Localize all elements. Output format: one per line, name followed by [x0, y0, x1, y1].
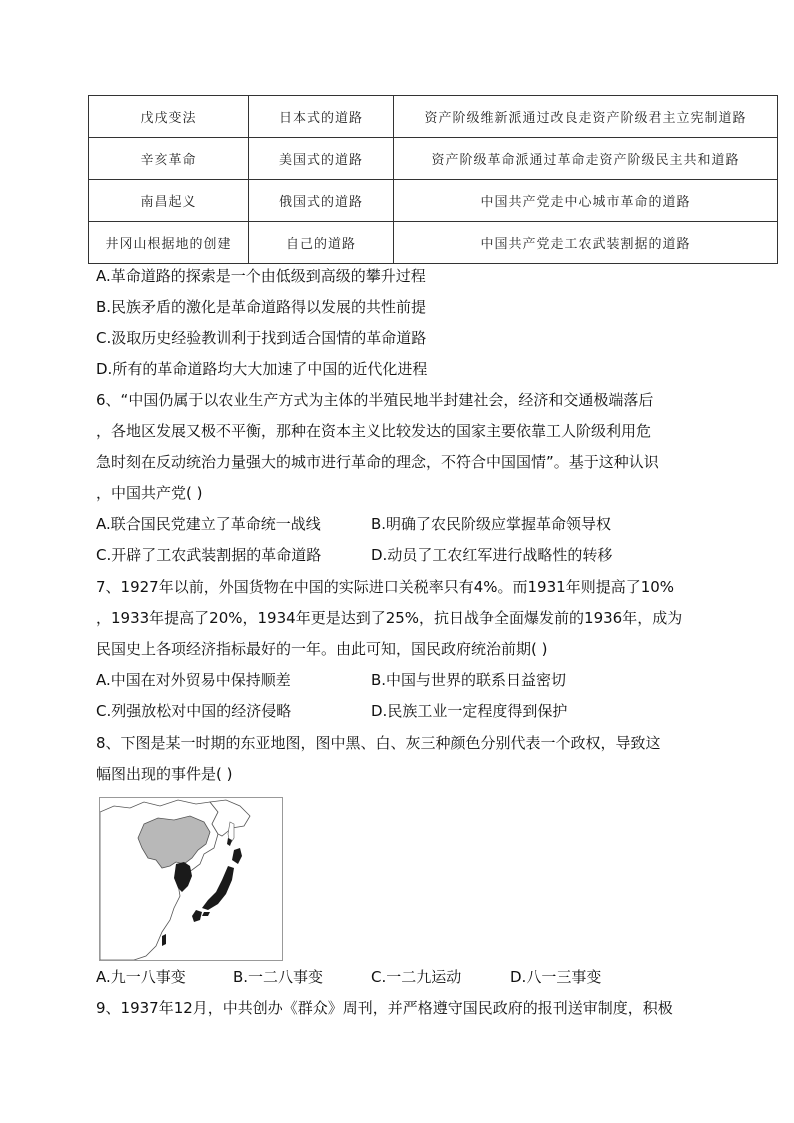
- q8-option-d: D.八一三事变: [510, 968, 602, 986]
- table-cell: 辛亥革命: [89, 138, 249, 180]
- table-row: [89, 180, 778, 222]
- table-cell: 南昌起义: [89, 180, 249, 222]
- taiwan-black-region: [162, 934, 166, 946]
- q5-option-d: D.所有的革命道路均大大加速了中国的近代化进程: [96, 360, 428, 378]
- revolution-roads-table: [88, 95, 778, 264]
- q6-option-c: C.开辟了工农武装割据的革命道路: [96, 546, 322, 564]
- q7-stem-line: 7、1927年以前，外国货物在中国的实际进口关税率只有4%。而1931年则提高了10%: [96, 578, 675, 596]
- q5-option-a: A.革命道路的探索是一个由低级到高级的攀升过程: [96, 267, 426, 285]
- q7-option-b: B.中国与世界的联系日益密切: [371, 671, 567, 689]
- q5-option-b: B.民族矛盾的激化是革命道路得以发展的共性前提: [96, 298, 427, 316]
- q6-stem-line: 6、“中国仍属于以农业生产方式为主体的半殖民地半封建社会，经济和交通极端落后: [96, 391, 654, 409]
- q8-option-b: B.一二八事变: [233, 968, 324, 986]
- japan-shikoku: [202, 912, 210, 916]
- table-cell: 中国共产党走工农武装割据的道路: [394, 222, 778, 264]
- q7-option-c: C.列强放松对中国的经济侵略: [96, 702, 292, 720]
- table-row: [89, 222, 778, 264]
- q6-option-b: B.明确了农民阶级应掌握革命领导权: [371, 515, 612, 533]
- table-cell: 中国共产党走中心城市革命的道路: [394, 180, 778, 222]
- table-cell: 美国式的道路: [249, 138, 394, 180]
- east-asia-map-svg: [100, 798, 282, 960]
- table-cell: 俄国式的道路: [249, 180, 394, 222]
- q8-stem-line: 幅图出现的事件是( ): [96, 765, 233, 783]
- q8-option-c: C.一二九运动: [371, 968, 462, 986]
- q9-stem-line: 9、1937年12月，中共创办《群众》周刊，并严格遵守国民政府的报刊送审制度，积极: [96, 999, 673, 1017]
- q6-stem-line: ，各地区发展又极不平衡，那种在资本主义比较发达的国家主要依靠工人阶级利用危: [96, 422, 652, 440]
- q7-option-a: A.中国在对外贸易中保持顺差: [96, 671, 291, 689]
- table-cell: 资产阶级维新派通过改良走资产阶级君主立宪制道路: [394, 96, 778, 138]
- q8-option-a: A.九一八事变: [96, 968, 186, 986]
- q6-option-d: D.动员了工农红军进行战略性的转移: [371, 546, 613, 564]
- japan-hokkaido: [232, 848, 242, 864]
- table-cell: 井冈山根据地的创建: [89, 222, 249, 264]
- q5-option-c: C.汲取历史经验教训利于找到适合国情的革命道路: [96, 329, 427, 347]
- q8-stem-line: 8、下图是某一时期的东亚地图，图中黑、白、灰三种颜色分别代表一个政权，导致这: [96, 734, 661, 752]
- q7-stem-line: ，1933年提高了20%，1934年更是达到了25%，抗日战争全面爆发前的1936年，成为: [96, 609, 683, 627]
- japan-honshu: [202, 866, 234, 910]
- table-cell: 日本式的道路: [249, 96, 394, 138]
- table-row: [89, 138, 778, 180]
- table-cell: 戊戌变法: [89, 96, 249, 138]
- q7-stem-line: 民国史上各项经济指标最好的一年。由此可知，国民政府统治前期( ): [96, 640, 548, 658]
- table-row: [89, 96, 778, 138]
- q7-option-d: D.民族工业一定程度得到保护: [371, 702, 568, 720]
- q6-stem-line: ，中国共产党( ): [96, 484, 203, 502]
- japan-kyushu: [192, 910, 202, 922]
- q6-stem-line: 急时刻在反动统治力量强大的城市进行革命的理念，不符合中国国情”。基于这种认识: [96, 453, 659, 471]
- table-cell: 自己的道路: [249, 222, 394, 264]
- east-asia-map: [99, 797, 283, 961]
- q6-option-a: A.联合国民党建立了革命统一战线: [96, 515, 321, 533]
- table-cell: 资产阶级革命派通过革命走资产阶级民主共和道路: [394, 138, 778, 180]
